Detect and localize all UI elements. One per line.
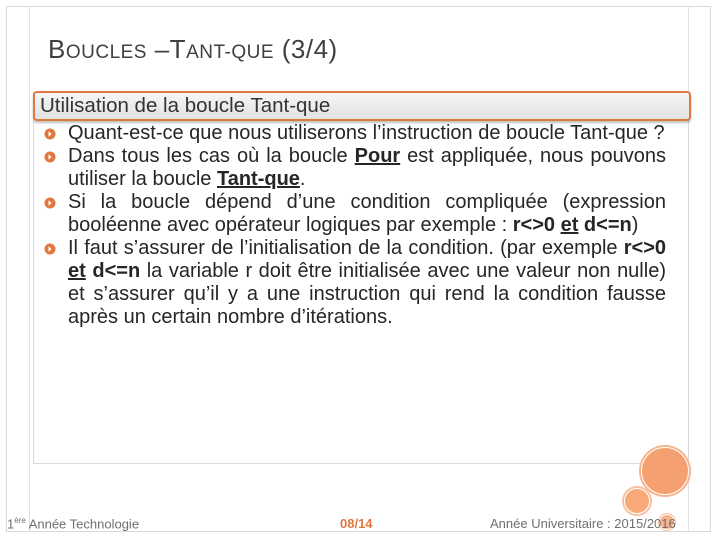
bullet-text: Si la boucle dépend d’une condition compliquée (expression booléenne avec opérateur logiques par exemple :: [68, 191, 666, 236]
emphasis-et: et: [560, 214, 579, 236]
bullet-list: [44, 122, 666, 329]
title-dash: –: [146, 34, 170, 64]
bullet-text: Dans tous les cas où la boucle: [68, 145, 355, 167]
title-suffix: (3/4): [274, 34, 338, 64]
footer-course-sup: ère: [14, 516, 26, 525]
bullet-item: [44, 145, 666, 191]
bullet-text: Quant-est-ce que nous utiliserons l’instruction de boucle Tant-que ?: [68, 122, 665, 144]
bullet-text: .: [299, 168, 306, 190]
code-expression: d<=n: [85, 260, 141, 282]
footer-course-num: 1: [7, 516, 15, 532]
bullet-text: ): [631, 214, 639, 236]
bullet-item: [44, 237, 666, 329]
orange-circle-arrow-icon: [44, 197, 56, 209]
footer-course-text: Année Technologie: [25, 516, 140, 532]
bullet-item: [44, 122, 666, 145]
section-heading: Utilisation de la boucle Tant-que: [40, 94, 331, 117]
code-expression: r<>0: [623, 237, 666, 259]
bullet-text: est appliquée, nous pouvons utiliser la boucle: [68, 145, 667, 190]
footer-course: [7, 516, 139, 531]
title-t: T: [169, 34, 187, 64]
title-oucles: OUCLES: [65, 42, 147, 63]
title-ant-que: ANT-QUE: [186, 42, 275, 63]
decorative-circle-medium: [624, 488, 650, 514]
bullet-text: la variable r doit être initialisée avec une valeur non nulle) et s’assurer qu’il y a une instruction qui rend la condition fausse après un certain nombre d’itérations.: [68, 260, 666, 328]
slide-title: [48, 34, 338, 65]
page-number: 08/14: [340, 516, 373, 531]
orange-circle-arrow-icon: [44, 151, 56, 163]
emphasis-tant-que: Tant-que: [216, 168, 300, 190]
footer-year: Année Universitaire : 2015/2016: [490, 516, 676, 531]
decorative-circle-large: [641, 447, 689, 495]
emphasis-pour: Pour: [354, 145, 401, 167]
bullet-text: Il faut s’assurer de l’initialisation de la condition. (par exemple: [68, 237, 624, 259]
code-expression: r<>0: [512, 214, 561, 236]
emphasis-et: et: [68, 260, 86, 282]
title-b: B: [48, 34, 66, 64]
orange-circle-arrow-icon: [44, 128, 56, 140]
orange-circle-arrow-icon: [44, 243, 56, 255]
bullet-item: [44, 191, 666, 237]
code-expression: d<=n: [578, 214, 632, 236]
